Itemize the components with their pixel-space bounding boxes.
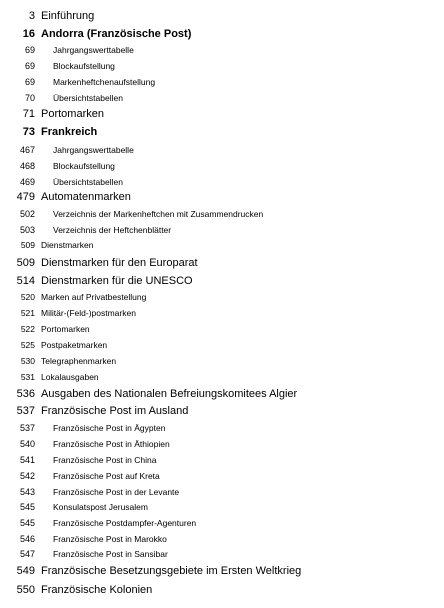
toc-page-number: 550	[16, 584, 35, 596]
toc-entry-title: Konsulatspost Jerusalem	[53, 502, 148, 512]
toc-entry-title: Dienstmarken	[41, 240, 94, 250]
toc-entry	[0, 389, 444, 401]
toc-entry	[0, 178, 444, 188]
toc-entry-title: Ausgaben des Nationalen Befreiungskomitees Algier	[41, 388, 298, 400]
toc-entry	[0, 293, 444, 303]
toc-page-number: 73	[22, 126, 35, 138]
toc-entry	[0, 325, 444, 335]
toc-entry-title: Einführung	[41, 10, 95, 22]
toc-entry	[0, 241, 444, 251]
toc-entry-title: Verzeichnis der Markenheftchen mit Zusammendrucken	[53, 209, 264, 219]
toc-entry	[0, 456, 444, 466]
toc-entry	[0, 472, 444, 482]
toc-entry-title: Frankreich	[41, 126, 98, 138]
toc-page-number: 503	[19, 225, 35, 235]
toc-page-number: 546	[19, 534, 35, 544]
toc-page-number: 69	[24, 61, 35, 71]
toc-entry	[0, 309, 444, 319]
toc-entry-title: Übersichtstabellen	[53, 93, 123, 103]
toc-page-number: 525	[20, 340, 35, 350]
toc-entry-title: Französische Post in Marokko	[53, 534, 167, 544]
toc-entry-title: Französische Besetzungsgebiete im Ersten Weltkrieg	[41, 565, 302, 577]
toc-page-number: 69	[24, 45, 35, 55]
toc-entry-title: Französische Post in Äthiopien	[53, 439, 170, 449]
toc-page-number: 16	[22, 28, 35, 40]
toc-page-number: 537	[19, 423, 35, 433]
toc-entry-title: Blockaufstellung	[53, 61, 115, 71]
toc-entry-title: Verzeichnis der Heftchenblätter	[53, 225, 172, 235]
toc-entry-title: Übersichtstabellen	[53, 177, 123, 187]
toc-entry-title: Französische Post in der Levante	[53, 487, 180, 497]
toc-page-number: 536	[16, 388, 35, 400]
toc-page-number: 71	[22, 108, 35, 120]
toc-page-number: 514	[16, 275, 35, 287]
toc-entry	[0, 11, 444, 23]
toc-entry-title: Französische Kolonien	[41, 584, 153, 596]
toc-page-number: 542	[19, 471, 35, 481]
toc-entry	[0, 210, 444, 220]
toc-entry	[0, 535, 444, 545]
toc-entry	[0, 373, 444, 383]
toc-page-number: 469	[19, 177, 35, 187]
toc-entry	[0, 46, 444, 56]
toc-page-number: 502	[19, 209, 35, 219]
toc-page-number: 509	[16, 257, 35, 269]
toc-entry	[0, 357, 444, 367]
toc-page-number: 69	[24, 77, 35, 87]
toc-entry	[0, 29, 444, 41]
toc-entry-title: Andorra (Französische Post)	[41, 28, 192, 40]
toc-page-number: 509	[20, 240, 35, 250]
toc-entry-title: Französische Post im Ausland	[41, 405, 189, 417]
toc-entry	[0, 258, 444, 270]
toc-entry-title: Telegraphenmarken	[41, 356, 117, 366]
toc-entry-title: Postpaketmarken	[41, 340, 108, 350]
toc-entry	[0, 226, 444, 236]
toc-entry-title: Lokalausgaben	[41, 372, 99, 382]
toc-entry-title: Portomarken	[41, 324, 90, 334]
toc-page-number: 537	[16, 405, 35, 417]
toc-entry-title: Militär-(Feld-)postmarken	[41, 308, 136, 318]
toc-entry-title: Französische Post in China	[53, 455, 157, 465]
toc-entry-title: Blockaufstellung	[53, 161, 115, 171]
toc-entry	[0, 192, 444, 204]
toc-entry-title: Französische Post auf Kreta	[53, 471, 160, 481]
toc-page-number: 522	[20, 324, 35, 334]
toc-entry	[0, 276, 444, 288]
toc-page-number: 545	[19, 502, 35, 512]
toc-entry	[0, 488, 444, 498]
toc-entry	[0, 146, 444, 156]
toc-entry-title: Portomarken	[41, 108, 104, 120]
toc-entry	[0, 127, 444, 139]
toc-page-number: 541	[19, 455, 35, 465]
toc-page-number: 70	[24, 93, 35, 103]
toc-page-number: 545	[19, 518, 35, 528]
toc-entry	[0, 503, 444, 513]
toc-entry-title: Jahrgangswerttabelle	[53, 145, 134, 155]
toc-entry	[0, 94, 444, 104]
toc-page-number: 479	[16, 191, 35, 203]
toc-page-number: 547	[19, 549, 35, 559]
toc-page-number: 530	[20, 356, 35, 366]
toc-entry-title: Französische Post in Sansibar	[53, 549, 168, 559]
toc-entry	[0, 519, 444, 529]
toc-page-number: 467	[19, 145, 35, 155]
toc-page-number: 468	[19, 161, 35, 171]
toc-entry-title: Französische Postdampfer-Agenturen	[53, 518, 197, 528]
toc-entry-title: Dienstmarken für die UNESCO	[41, 275, 193, 287]
toc-page-number: 521	[20, 308, 35, 318]
toc-entry-title: Französische Post in Ägypten	[53, 423, 166, 433]
toc-entry	[0, 109, 444, 121]
toc-entry-title: Markenheftchenaufstellung	[53, 77, 156, 87]
toc-page-number: 531	[20, 372, 35, 382]
toc-entry-title: Dienstmarken für den Europarat	[41, 257, 198, 269]
toc-entry	[0, 550, 444, 560]
toc-entry	[0, 566, 444, 578]
toc-entry	[0, 406, 444, 418]
toc-page-number: 543	[19, 487, 35, 497]
toc-entry	[0, 341, 444, 351]
toc-page-number: 520	[20, 292, 35, 302]
toc-page-number: 549	[16, 565, 35, 577]
toc-page-number: 540	[19, 439, 35, 449]
toc-entry-title: Jahrgangswerttabelle	[53, 45, 134, 55]
toc-entry	[0, 162, 444, 172]
toc-entry	[0, 78, 444, 88]
toc-entry	[0, 62, 444, 72]
toc-page-number: 3	[28, 10, 35, 22]
toc-entry-title: Marken auf Privatbestellung	[41, 292, 147, 302]
toc-entry	[0, 424, 444, 434]
toc-entry	[0, 440, 444, 450]
toc-entry-title: Automatenmarken	[41, 191, 131, 203]
toc-entry	[0, 585, 444, 597]
